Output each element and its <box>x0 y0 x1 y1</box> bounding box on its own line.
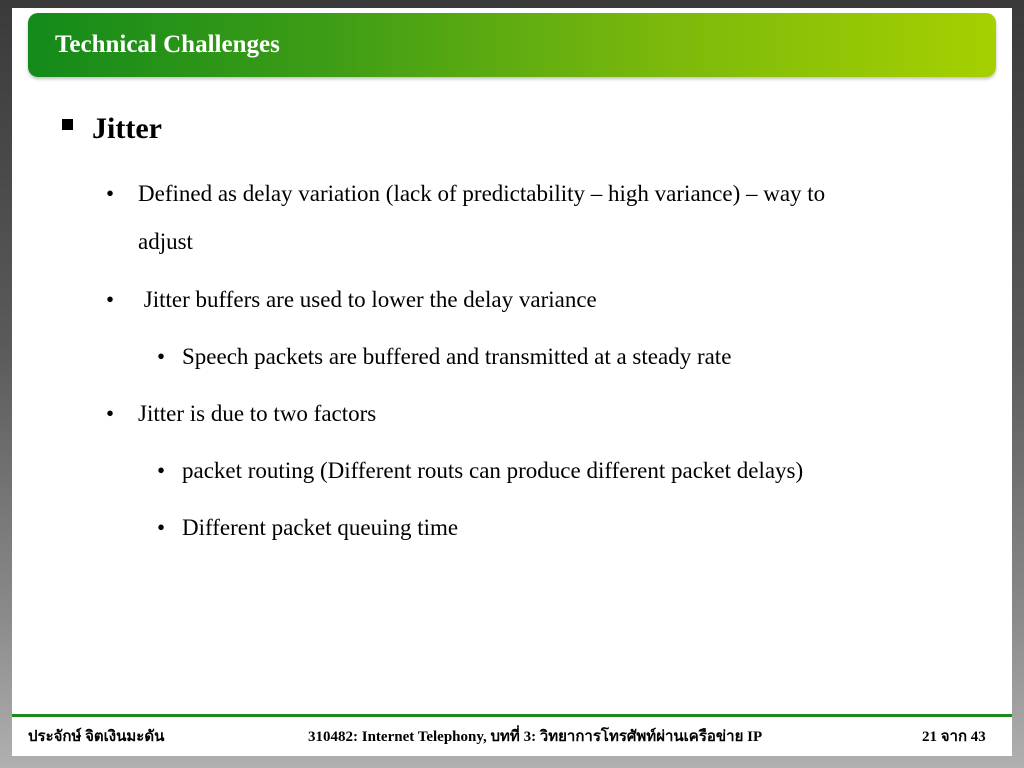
sub-bullet-speech-packets: Speech packets are buffered and transmitted at a steady rate <box>182 344 732 369</box>
bullet-dot-icon: • <box>106 401 115 426</box>
sub-bullet-dot-icon: • <box>157 344 166 369</box>
bullet-dot-icon: • <box>106 181 115 206</box>
heading-jitter: Jitter <box>92 112 162 145</box>
footer-page-number: 21 จาก 43 <box>922 729 986 745</box>
slide-title: Technical Challenges <box>55 31 280 58</box>
sub-bullet-queuing-time: Different packet queuing time <box>182 515 459 540</box>
sub-bullet-packet-routing: packet routing (Different routs can produce different packet delays) <box>182 458 804 483</box>
footer-author: ประจักษ์ จิตเงินมะดัน <box>28 729 165 745</box>
slide-content <box>12 8 1012 708</box>
sub-bullet-dot-icon: • <box>157 515 166 540</box>
footer-rule <box>12 714 1012 717</box>
bullet-defined-line1: Defined as delay variation (lack of predictability – high variance) – way to <box>138 181 826 206</box>
bullet-jitter-buffers: Jitter buffers are used to lower the delay variance <box>138 287 597 312</box>
bullet-two-factors: Jitter is due to two factors <box>138 401 377 426</box>
square-bullet-icon <box>62 119 73 130</box>
footer-course: 310482: Internet Telephony, บทที่ 3: วิทยาการโทรศัพท์ผ่านเครือข่าย IP <box>308 729 763 745</box>
bullet-defined-line2: adjust <box>138 229 193 254</box>
sub-bullet-dot-icon: • <box>157 458 166 483</box>
bullet-dot-icon: • <box>106 287 115 312</box>
slide <box>12 8 1012 756</box>
